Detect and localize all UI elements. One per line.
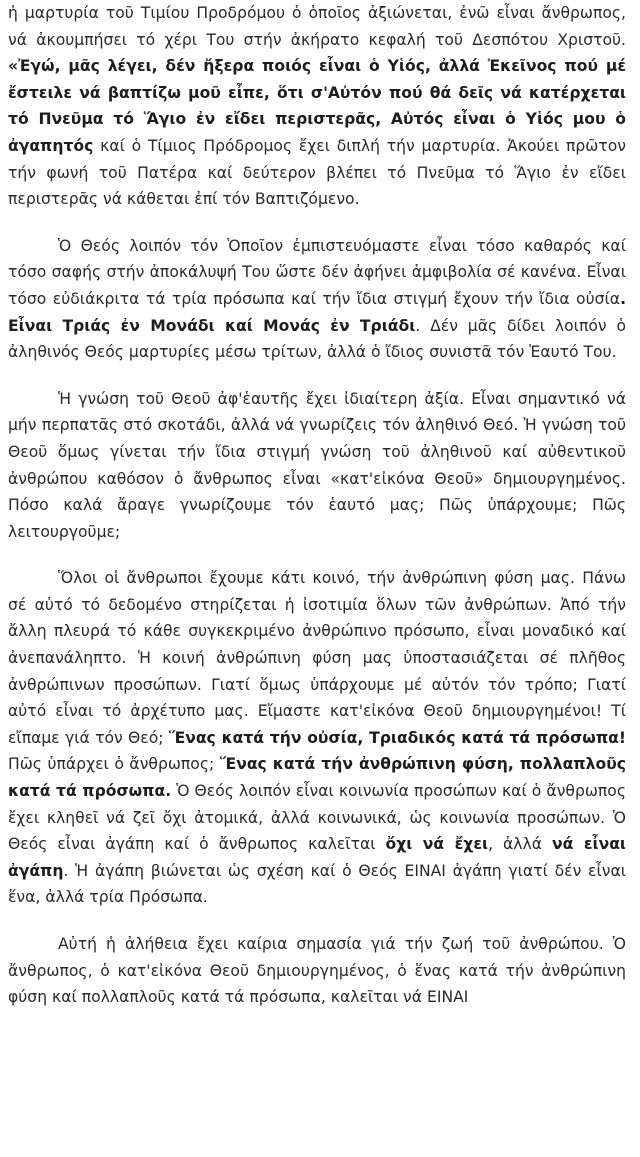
document-page <box>8 0 626 1011</box>
bold-phrase: Ἕνας κατά τήν οὐσία, Τριαδικός κατά τά πρόσωπα! <box>168 728 626 747</box>
text-segment: Ὅλοι οἱ ἄνθρωποι ἔχουμε κάτι κοινό, τήν ἀνθρώπινη φύση μας. Πάνω σέ αὐτό τό δεδομένο στηρίζεται ἡ ἰσοτιμία ὅλων τῶν ἀνθρώπων. Ἀπό τήν ἄλλη πλευρά τό κάθε συγκεκριμένο ἀνθρώπινο πρόσωπο, εἶναι μοναδικό καί ἀνεπανάληπτο. Ἡ κοινή ἀνθρώπινη φύση μας ὑποστασιάζεται σέ πλῆθος ἀνθρώπινων προσώπων. Γιατί ὅμως ὑπάρχουμε μέ αὐτόν τόν τρόπο; Γιατί αὐτό εἶναι τό ἀρχέτυπο μας. Εἴμαστε κατ'εἰκόνα Θεοῦ δημιουργημένοι! Τί εἴπαμε γιά τόν Θεό; <box>8 569 626 747</box>
text-segment: Πῶς ὑπάρχει ὁ ἄνθρωπος; <box>8 755 220 774</box>
bold-phrase: ὄχι νά ἔχει <box>385 835 489 854</box>
paragraph-2 <box>8 233 626 366</box>
text-segment: Αὐτή ἡ ἀλήθεια ἔχει καίρια σημασία γιά τήν ζωή τοῦ ἀνθρώπου. Ὁ ἄνθρωπος, ὁ κατ'εἰκόνα Θεοῦ δημιουργημένος, ὁ ἕνας κατά τήν ἀνθρώπινη φύση καί πολλαπλοῦς κατά τά πρόσωπα, καλεῖται νά ΕΙΝΑΙ <box>8 935 626 1007</box>
text-segment: Ὁ Θεός λοιπόν εἶναι κοινωνία προσώπων καί ὁ ἄνθρωπος ἔχει κληθεῖ νά ζεῖ ὄχι ἀτομικά, ἀλλά κοινωνικά, ὡς κοινωνία προσώπων. Ὁ Θεός εἶναι ἀγάπη καί ὁ ἄνθρωπος καλεῖται <box>8 782 626 854</box>
bold-phrase: νά εἶναι ἀγάπη <box>8 835 626 880</box>
paragraph-4 <box>8 565 626 911</box>
bold-phrase: . Εἶναι Τριάς ἐν Μονάδι καί Μονάς ἐν Τριάδι <box>8 289 626 335</box>
text-segment: . Ἡ ἀγάπη βιώνεται ὡς σχέση καί ὁ Θεός ΕΙΝΑΙ ἀγάπη γιατί δέν εἶναι ἕνα, ἀλλά τρία Πρόσωπα. <box>8 861 626 907</box>
paragraph-1 <box>8 0 626 213</box>
text-segment: καί ὁ Τίμιος Πρόδρομος ἔχει διπλή τήν μαρτυρία. Ἀκούει πρῶτον τήν φωνή τοῦ Πατέρα καί δεύτερον βλέπει τό Πνεῦμα τό Ἅγιο ἐν εἴδει περιστερᾶς νά κάθεται ἐπί τόν Βαπτιζόμενο. <box>8 136 626 209</box>
text-segment: Ὁ Θεός λοιπόν τόν Ὁποῖον ἐμπιστευόμαστε εἶναι τόσο καθαρός καί τόσο σαφής στήν ἀποκάλυψή Του ὥστε δέν ἀφήνει ἀμφιβολία σέ κανένα. Εἶναι τόσο εὐδιάκριτα τά τρία πρόσωπα καί τήν ἴδια στιγμή ἔχουν τήν ἴδια οὐσία <box>8 236 626 308</box>
bold-quote: «Ἐγώ, μᾶς λέγει, δέν ἤξερα ποιός εἶναι ὁ Υἱός, ἀλλά Ἐκεῖνος πού μέ ἔστειλε νά βαπτίζω μοῦ εἶπε, ὅτι σ'Αὐτόν πού θά δεῖς νά κατέρχεται τό Πνεῦμα τό Ἅγιο ἐν εἴδει περιστερᾶς, Αὐτός εἶναι ὁ Υἱός μου ὁ ἀγαπητός <box>8 57 626 155</box>
text-segment: Ἡ γνώση τοῦ Θεοῦ ἀφ'ἑαυτῆς ἔχει ἰδιαίτερη ἀξία. Εἶναι σημαντικό νά μήν περπατᾶς στό σκοτάδι, ἀλλά νά γνωρίζεις τόν ἀληθινό Θεό. Ἡ γνώση τοῦ Θεοῦ ὅμως γίνεται τήν ἴδια στιγμή γνώση τοῦ ἀληθινοῦ καί αὐθεντικοῦ ἀνθρώπου καθόσον ὁ ἄνθρωπος εἶναι «κατ'εἰκόνα Θεοῦ» δημιουργημένος. Πόσο καλά ἄραγε γνωρίζουμε τόν ἑαυτό μας; Πῶς ὑπάρχουμε; Πῶς λειτουργοῦμε; <box>8 389 626 541</box>
text-segment: . Δέν μᾶς δίδει λοιπόν ὁ ἀληθινός Θεός μαρτυρίες μέσω τρίτων, ἀλλά ὁ ἴδιος συνιστᾶ τόν Ἑαυτό Του. <box>8 316 626 362</box>
text-segment: , ἀλλά <box>488 835 553 854</box>
paragraph-3 <box>8 386 626 546</box>
bold-phrase: Ἕνας κατά τήν ἀνθρώπινη φύση, πολλαπλοῦς κατά τά πρόσωπα. <box>8 755 626 801</box>
text-segment: ἡ μαρτυρία τοῦ Τιμίου Προδρόμου ὁ ὁποῖος ἀξιώνεται, ἐνῶ εἶναι ἄνθρωπος, νά ἀκουμπήσει τό χέρι Του στήν ἀκήρατο κεφαλή τοῦ Δεσπότου Χριστοῦ. <box>8 4 626 49</box>
paragraph-5 <box>8 931 626 1011</box>
